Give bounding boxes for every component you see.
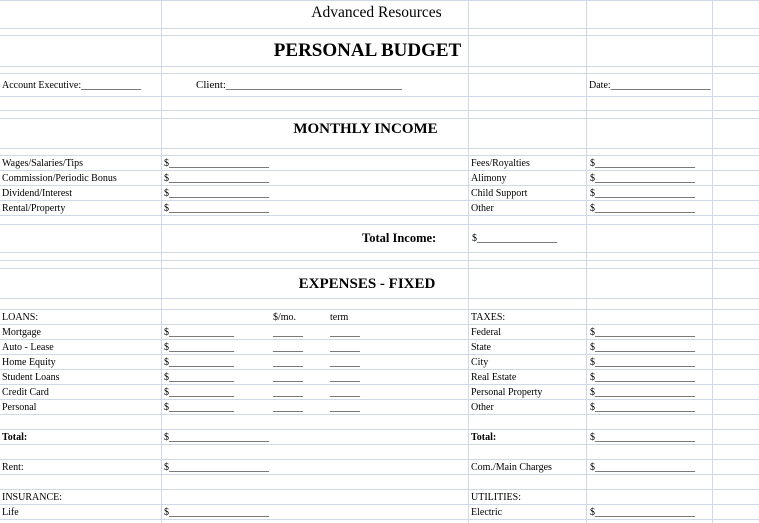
loan-term-field[interactable]: ______ — [330, 342, 360, 353]
loan-label: Auto - Lease — [2, 342, 54, 353]
account-executive-field[interactable]: Account Executive:____________ — [2, 80, 142, 91]
rent-field[interactable]: $____________________ — [164, 462, 269, 473]
loan-per-month-field[interactable]: ______ — [273, 387, 303, 398]
loan-label: Personal — [2, 402, 37, 413]
loan-per-month-field[interactable]: ______ — [273, 327, 303, 338]
tax-label: Other — [471, 402, 494, 413]
tax-amount-field[interactable]: $____________________ — [590, 372, 695, 383]
loan-label: Home Equity — [2, 357, 56, 368]
income-amount-field[interactable]: $____________________ — [590, 173, 695, 184]
loans-total-field[interactable]: $____________________ — [164, 432, 269, 443]
tax-amount-field[interactable]: $____________________ — [590, 327, 695, 338]
taxes-header: TAXES: — [471, 312, 506, 323]
com-main-charges-field[interactable]: $____________________ — [590, 462, 695, 473]
loan-term-field[interactable]: ______ — [330, 372, 360, 383]
loan-per-month-field[interactable]: ______ — [273, 372, 303, 383]
tax-label: Federal — [471, 327, 501, 338]
income-amount-field[interactable]: $____________________ — [590, 188, 695, 199]
insurance-header: INSURANCE: — [2, 492, 63, 503]
income-amount-field[interactable]: $____________________ — [164, 158, 269, 169]
monthly-income-heading: MONTHLY INCOME — [293, 121, 438, 137]
taxes-total-label: Total: — [471, 432, 497, 443]
life-field[interactable]: $____________________ — [164, 507, 269, 518]
life-label: Life — [2, 507, 19, 518]
loan-amount-field[interactable]: $_____________ — [164, 327, 234, 338]
income-amount-field[interactable]: $____________________ — [590, 203, 695, 214]
income-amount-field[interactable]: $____________________ — [590, 158, 695, 169]
electric-label: Electric — [471, 507, 503, 518]
tax-amount-field[interactable]: $____________________ — [590, 342, 695, 353]
taxes-total-field[interactable]: $____________________ — [590, 432, 695, 443]
term-header: term — [330, 312, 349, 323]
loan-amount-field[interactable]: $_____________ — [164, 387, 234, 398]
loan-per-month-field[interactable]: ______ — [273, 342, 303, 353]
income-label: Rental/Property — [2, 203, 66, 214]
com-main-charges-label: Com./Main Charges — [471, 462, 552, 473]
tax-label: Personal Property — [471, 387, 543, 398]
income-label: Wages/Salaries/Tips — [2, 158, 84, 169]
utilities-header: UTILITIES: — [471, 492, 521, 503]
loan-per-month-field[interactable]: ______ — [273, 402, 303, 413]
tax-amount-field[interactable]: $____________________ — [590, 402, 695, 413]
electric-field[interactable]: $____________________ — [590, 507, 695, 518]
loan-label: Student Loans — [2, 372, 60, 383]
income-amount-field[interactable]: $____________________ — [164, 173, 269, 184]
company-name: Advanced Resources — [311, 4, 442, 21]
income-amount-field[interactable]: $____________________ — [164, 188, 269, 199]
loan-amount-field[interactable]: $_____________ — [164, 402, 234, 413]
tax-label: State — [471, 342, 491, 353]
loan-term-field[interactable]: ______ — [330, 327, 360, 338]
client-field[interactable]: Client:________________________________ — [196, 79, 402, 91]
rent-label: Rent: — [2, 462, 24, 473]
income-label: Alimony — [471, 173, 507, 184]
loan-term-field[interactable]: ______ — [330, 402, 360, 413]
income-label: Child Support — [471, 188, 528, 199]
loan-term-field[interactable]: ______ — [330, 357, 360, 368]
loan-label: Credit Card — [2, 387, 49, 398]
loan-amount-field[interactable]: $_____________ — [164, 372, 234, 383]
income-label: Dividend/Interest — [2, 188, 72, 199]
date-field[interactable]: Date:____________________ — [589, 80, 711, 91]
total-income-field[interactable]: $________________ — [472, 233, 557, 244]
income-label: Commission/Periodic Bonus — [2, 173, 117, 184]
page-title: PERSONAL BUDGET — [273, 40, 462, 61]
total-income-label: Total Income: — [362, 231, 437, 245]
per-month-header: $/mo. — [273, 312, 297, 323]
tax-amount-field[interactable]: $____________________ — [590, 357, 695, 368]
loans-total-label: Total: — [2, 432, 28, 443]
income-amount-field[interactable]: $____________________ — [164, 203, 269, 214]
tax-label: Real Estate — [471, 372, 517, 383]
tax-label: City — [471, 357, 489, 368]
income-label: Other — [471, 203, 494, 214]
loan-term-field[interactable]: ______ — [330, 387, 360, 398]
loans-header: LOANS: — [2, 312, 39, 323]
expenses-fixed-heading: EXPENSES - FIXED — [298, 276, 436, 292]
tax-amount-field[interactable]: $____________________ — [590, 387, 695, 398]
loan-label: Mortgage — [2, 327, 41, 338]
loan-per-month-field[interactable]: ______ — [273, 357, 303, 368]
income-label: Fees/Royalties — [471, 158, 530, 169]
loan-amount-field[interactable]: $_____________ — [164, 342, 234, 353]
loan-amount-field[interactable]: $_____________ — [164, 357, 234, 368]
